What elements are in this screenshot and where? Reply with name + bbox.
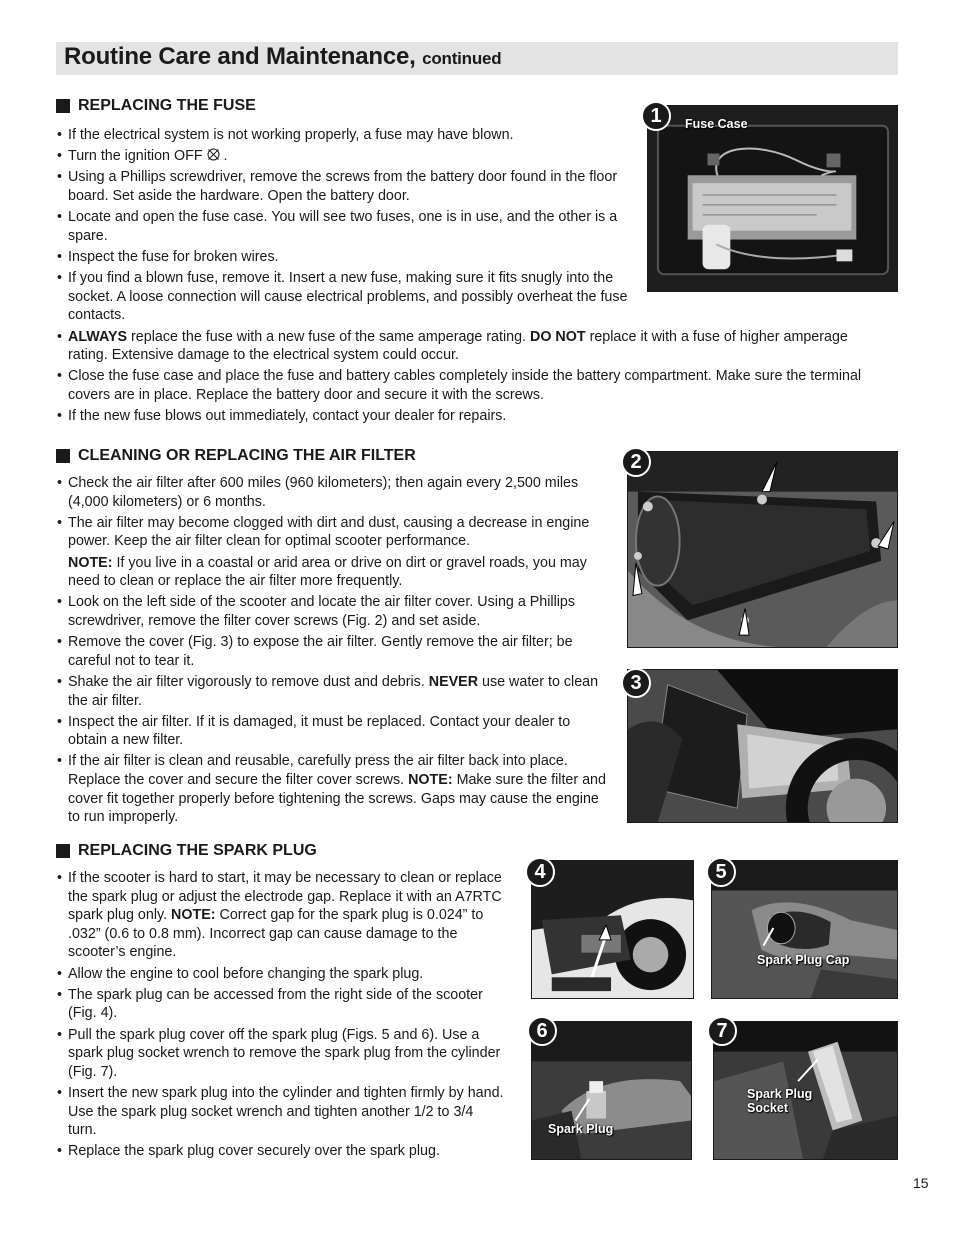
list-item: • Replace the spark plug cover securely over the spark plug.	[56, 1142, 504, 1161]
heading-square-icon	[56, 844, 70, 858]
title-continued: continued	[422, 49, 502, 68]
list-item: • Shake the air filter vigorously to remove dust and debris. NEVER use water to clean the air filter.	[56, 673, 606, 710]
list-item: • If the scooter is hard to start, it may be necessary to clean or replace the spark plug or adjust the electrode gap. Replace it with an A7RTC spark plug only. NOTE: Correct gap for the spark plug is 0.024” to .032” (0.6 to 0.8 mm). Incorrect gap can cause damage to the scooter’s engine.	[56, 869, 504, 962]
heading-square-icon	[56, 449, 70, 463]
figure-1-fuse-case-photo	[647, 105, 898, 292]
scooter-right-side-image	[532, 861, 693, 998]
page-title: Routine Care and Maintenance, continued	[64, 43, 502, 70]
heading-spark-plug: REPLACING THE SPARK PLUG	[56, 842, 317, 860]
spark-plug-socket-label: Spark Plug Socket	[747, 1087, 813, 1115]
figure-5-badge: 5	[706, 857, 736, 887]
heading-air-filter: CLEANING OR REPLACING THE AIR FILTER	[56, 447, 416, 465]
list-item: • Locate and open the fuse case. You will see two fuses, one is in use, and the other is a spare.	[56, 208, 628, 245]
fuse-case-label: Fuse Case	[685, 117, 748, 131]
list-item: • Remove the cover (Fig. 3) to expose the air filter. Gently remove the air filter; be careful not to tear it.	[56, 633, 606, 670]
list-item: • If the air filter is clean and reusable, carefully press the air filter back into place. Replace the cover and secure the filter cover screws. NOTE: Make sure the filter and cover fit together properly before tightening the screws. Gaps may cause the engine to run improperly.	[56, 752, 606, 826]
figure-3-badge: 3	[621, 668, 651, 698]
page-number: 15	[913, 1175, 929, 1191]
filter-cover-image	[628, 452, 897, 647]
list-item: • The spark plug can be accessed from the right side of the scooter (Fig. 4).	[56, 986, 504, 1023]
list-item: • Check the air filter after 600 miles (960 kilometers); then again every 2,500 miles (4,000 kilometers) or 6 months.	[56, 474, 606, 511]
list-item: • Pull the spark plug cover off the spark plug (Figs. 5 and 6). Use a spark plug socket wrench to remove the spark plug from the cylinder (Fig. 7).	[56, 1026, 504, 1082]
air-filter-note: NOTE: If you live in a coastal or arid area or drive on dirt or gravel roads, you may need to clean or replace the air filter more frequently.	[68, 554, 587, 590]
list-item: • The air filter may become clogged with dirt and dust, causing a decrease in engine power. Keep the air filter clean for optimal scooter performance.	[56, 514, 606, 551]
list-item: • Allow the engine to cool before changing the spark plug.	[56, 965, 504, 984]
list-item: • Inspect the fuse for broken wires.	[56, 248, 628, 267]
figure-4-scooter-right-side-photo	[531, 860, 694, 999]
figure-7-badge: 7	[707, 1016, 737, 1046]
filter-exposed-image	[628, 670, 897, 822]
figure-4-badge: 4	[525, 857, 555, 887]
figure-2-filter-cover-photo	[627, 451, 898, 648]
list-item: • Insert the new spark plug into the cylinder and tighten firmly by hand. Use the spark plug socket wrench and tighten another 1/2 to 3/4 turn.	[56, 1084, 504, 1140]
figure-1-badge: 1	[641, 101, 671, 131]
fuse-case-image	[648, 106, 897, 291]
figure-6-badge: 6	[527, 1016, 557, 1046]
figure-3-filter-exposed-photo	[627, 669, 898, 823]
heading-replacing-fuse: REPLACING THE FUSE	[56, 97, 256, 115]
heading-square-icon	[56, 99, 70, 113]
list-item: • ALWAYS replace the fuse with a new fuse of the same amperage rating. DO NOT replace it with a fuse of higher amperage rating. Extensive damage to the electrical system could occur.	[56, 328, 868, 365]
figure-2-badge: 2	[621, 447, 651, 477]
air-filter-steps-list	[56, 474, 606, 829]
spark-plug-image	[532, 1022, 691, 1159]
spark-plug-cap-image	[712, 861, 897, 998]
list-item: • Look on the left side of the scooter and locate the air filter cover. Using a Phillips screwdriver, remove the filter cover screws (Fig. 2) and set aside.	[56, 593, 606, 630]
figure-6-spark-plug-photo	[531, 1021, 692, 1160]
list-item: • If you find a blown fuse, remove it. Insert a new fuse, making sure it fits snugly into the socket. A loose connection will cause electrical problems, and possibly overheat the fuse contacts.	[56, 269, 628, 325]
list-item: • Turn the ignition OFF .	[56, 147, 628, 166]
spark-plug-cap-label: Spark Plug Cap	[757, 953, 850, 967]
list-item: • Inspect the air filter. If it is damaged, it must be replaced. Contact your dealer to obtain a new filter.	[56, 713, 606, 750]
spark-plug-label: Spark Plug	[548, 1122, 614, 1136]
list-item: • Using a Phillips screwdriver, remove the screws from the battery door found in the floor board. Set aside the hardware. Open the battery door.	[56, 168, 628, 205]
list-item: • Close the fuse case and place the fuse and battery cables completely inside the battery compartment. Make sure the terminal covers are in place. Replace the battery door and secure it with the screws.	[56, 367, 868, 404]
figure-5-spark-plug-cap-photo	[711, 860, 898, 999]
spark-plug-steps-list	[56, 869, 504, 1163]
list-item: • If the new fuse blows out immediately, contact your dealer for repairs.	[56, 407, 868, 426]
section-title-bar	[56, 42, 898, 75]
ignition-off-icon	[207, 148, 220, 161]
list-item: • If the electrical system is not working properly, a fuse may have blown.	[56, 126, 628, 145]
